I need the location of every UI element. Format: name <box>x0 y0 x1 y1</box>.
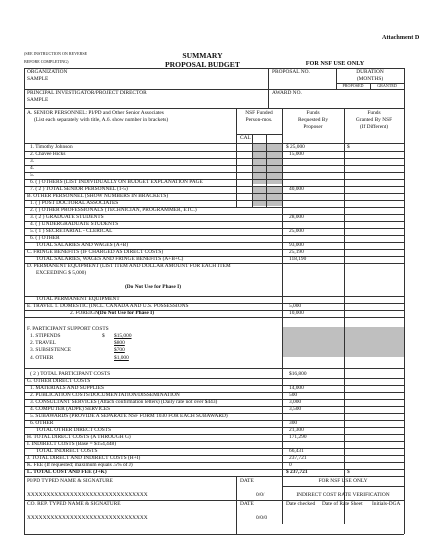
total-direct-indirect-label: J. TOTAL DIRECT AND INDIRECT COSTS (H+I) <box>27 455 141 461</box>
secretarial-row-value: 25,000 <box>289 228 304 234</box>
other-direct-other-label: 6. OTHER <box>30 420 54 426</box>
pi-label: PRINCIPAL INVESTIGATOR/PROJECT DIRECTOR <box>27 90 147 96</box>
total-other-direct-label: TOTAL OTHER DIRECT COSTS <box>36 427 112 433</box>
form-title-proposal-budget: PROPOSAL BUDGET <box>165 60 240 69</box>
total-indirect-costs-label: TOTAL INDIRECT COSTS <box>36 448 98 454</box>
total-salaries-fringe-row-value: 118,190 <box>289 256 307 262</box>
participant-header: F. PARTICIPANT SUPPORT COSTS <box>27 326 109 332</box>
subawards-label: 5. SUBAWARDS (PROVIDE A SEPARATE NSF FORM 1030 FOR EACH SUBAWARD) <box>30 413 228 419</box>
materials-value: 14,000 <box>289 385 304 391</box>
for-nsf-use-only-header: FOR NSF USE ONLY <box>305 60 365 67</box>
indirect-rate-verification: INDIRECT COST RATE VERIFICATION <box>296 492 390 498</box>
award-no-label: AWARD NO. <box>272 90 302 96</box>
graduate-students-row-label: 3. ( 2 ) GRADUATE STUDENTS <box>30 214 104 220</box>
total-cost-fee-value: $ 237,721 <box>286 469 308 475</box>
senior-personnel-subheader: (List each separately with title, A.6. show number in brackets) <box>34 117 169 123</box>
co-rep-date-value[interactable]: 0/0/0 <box>256 515 268 521</box>
proposal-no-label: PROPOSAL NO. <box>272 69 310 75</box>
senior-row-3-label: 3. <box>30 158 35 164</box>
participant-subsistence-label: 3. SUBSISTENCE <box>30 347 72 353</box>
other-personnel-header: B. OTHER PERSONNEL (SHOW NUMBERS IN BRACKETS) <box>27 193 169 199</box>
date-checked-label: Date checked <box>286 501 316 507</box>
travel-foreign-value: 10,000 <box>289 310 304 316</box>
senior-row-1-requested: $ 25,000 <box>286 144 305 150</box>
undergraduate-students-row-label: 4. ( ) UNDERGRADUATE STUDENTS <box>30 221 119 227</box>
senior-row-1-label: 1. Timothy Johnson <box>30 144 73 150</box>
participant-other-value: $1,000 <box>114 355 129 361</box>
funds-requested-header-2: Requested By <box>297 117 329 123</box>
co-rep-date-label: DATE <box>240 501 254 507</box>
other-direct-header: G. OTHER DIRECT COSTS <box>27 378 91 384</box>
funds-granted-header-3: (If Different) <box>359 124 389 130</box>
equipment-label-2: EXCEEDING $ 5,000) <box>36 270 87 276</box>
total-salaries-row-value: 93,000 <box>289 242 304 248</box>
travel-foreign-note: (Do Not Use for Phase I) <box>98 310 155 316</box>
participant-subsistence-value: $700 <box>114 347 125 353</box>
consultant-label: 3. CONSULTANT SERVICES (Attach confirmation letters) (Daily rate not over $443) <box>30 399 218 405</box>
publication-label: 2. PUBLICATION COSTS/DOCUMENTATION/DISSEMINATION <box>30 392 180 398</box>
nsf-funded-header: NSF Funded <box>245 110 273 116</box>
total-indirect-costs-value: 66,431 <box>289 448 304 454</box>
funds-requested-header-1: Funds <box>306 110 320 116</box>
co-rep-label: CO. REP. TYPED NAME & SIGNATURE <box>27 501 121 507</box>
other-direct-other-value: 300 <box>289 420 298 426</box>
co-rep-name-value[interactable]: XXXXXXXXXXXXXXXXXXXXXXXXXXXXXXX <box>27 515 148 521</box>
cal-column-label: CAL <box>240 135 251 141</box>
travel-domestic-value: 5,000 <box>289 303 302 309</box>
participant-travel-label: 2. TRAVEL <box>30 340 56 346</box>
participant-other-label: 4. OTHER <box>30 355 54 361</box>
date-of-rate-sheet-label: Date of Rate Sheet <box>322 501 363 507</box>
total-other-direct-value: 21,300 <box>289 427 304 433</box>
fee-value: 0 <box>289 462 292 468</box>
total-direct-indirect-value: 237,721 <box>289 455 307 461</box>
travel-foreign-label: 2. FOREIGN <box>70 310 99 316</box>
granted-label: GRANTED <box>377 83 397 88</box>
person-months-header: Person-mos. <box>245 117 273 123</box>
total-salaries-fringe-row-label: TOTAL SALARIES, WAGES AND FRINGE BENEFITS (A+B+C) <box>36 256 184 262</box>
pi-value: SAMPLE <box>27 97 49 103</box>
signature-nsf-use-only: FOR NSF USE ONLY <box>318 478 368 484</box>
travel-domestic-label: E. TRAVEL 1. DOMESTIC (INCL. CANADA AND U.S. POSSESSIONS <box>27 303 189 309</box>
equipment-not-phase1: (Do Not Use for Phase I) <box>124 284 182 290</box>
participant-stipends-value: $15,000 <box>114 333 132 339</box>
proposed-label: PROPOSED <box>342 83 364 88</box>
participant-stipends-label: 1. STIPENDS <box>30 333 61 339</box>
attachment-label: Attachment D <box>382 34 420 41</box>
pi-name-value[interactable]: XXXXXXXXXXXXXXXXXXXXXXXXXXXXXXX <box>27 492 148 498</box>
fringe-benefits-row-label: C. FRINGE BENEFITS (IF CHARGED AS DIRECT COSTS) <box>27 249 164 255</box>
participant-stipends-prefix: $ <box>102 333 105 339</box>
materials-label: 1. MATERIALS AND SUPPLIES <box>30 385 104 391</box>
senior-row-2-requested: 15,000 <box>289 151 304 157</box>
computer-services-value: 3,500 <box>289 406 302 412</box>
indirect-costs-label: I. INDIRECT COSTS (Base = $154,448) <box>27 441 117 447</box>
total-cost-fee-label: L. TOTAL COST AND FEE (J+K) <box>27 469 107 475</box>
senior-row-1-granted: $ <box>347 144 350 150</box>
participant-total-value: $16,800 <box>289 371 307 377</box>
organization-label: ORGANIZATION <box>27 69 68 75</box>
participant-total-label: ( 2 ) TOTAL PARTICIPANT COSTS <box>30 371 111 377</box>
graduate-students-row-value: 28,000 <box>289 214 304 220</box>
publication-value: 500 <box>289 392 298 398</box>
total-equipment-label: TOTAL PERMANENT EQUIPMENT <box>36 296 120 302</box>
senior-personnel-header: A. SENIOR PERSONNEL: PI/PD and Other Senior Associates <box>27 110 164 116</box>
computer-services-label: 4. COMPUTER (ADPE) SERVICES <box>30 406 111 412</box>
senior-row-4-label: 4. <box>30 165 35 171</box>
duration-label: DURATION <box>356 69 384 75</box>
before-completing-note: BEFORE COMPLETING) <box>24 59 69 64</box>
participant-travel-value: $800 <box>114 340 125 346</box>
pi-typed-name-label: PI/PD TYPED NAME & SIGNATURE <box>27 478 113 484</box>
senior-row-2-label: 2. Chavee Hicks <box>30 151 66 157</box>
fringe-benefits-row-value: 25,190 <box>289 249 304 255</box>
fee-label: K. FEE (If requested; maximum equals .5% of J) <box>27 462 133 468</box>
initials-dga-label: Initials-DGA <box>372 501 401 507</box>
total-direct-costs-value: 171,290 <box>289 434 307 440</box>
months-label: (MONTHS) <box>356 76 384 82</box>
total-salaries-row-label: TOTAL SALARIES AND WAGES (A+B) <box>36 242 129 248</box>
equipment-label-1: D. PERMANENT EQUIPMENT (LIST ITEM AND DOLLAR AMOUNT FOR EACH ITEM <box>27 263 231 269</box>
consultant-value: 3,000 <box>289 399 302 405</box>
senior-row-7-requested: 40,000 <box>289 186 304 192</box>
other-row-label: 6. ( ) OTHER <box>30 235 60 241</box>
form-title-summary: SUMMARY <box>182 51 223 60</box>
senior-row-6-label: 6. ( ) OTHERS (LIST INDIVIDUALLY ON BUDGET EXPLANATION PAGE <box>30 179 203 185</box>
pi-date-label: DATE <box>240 478 254 484</box>
other-professionals-row-label: 2. ( ) OTHER PROFESSIONALS (TECHNICIAN, PROGRAMMER, ETC.) <box>30 207 197 213</box>
organization-value: SAMPLE <box>27 76 49 82</box>
instructions-note: (SEE INSTRUCTION ON REVERSE <box>24 51 88 56</box>
funds-requested-header-3: Proposer <box>303 124 323 130</box>
senior-row-7-label: 7. ( 2 ) TOTAL SENIOR PERSONNEL (1-5) <box>30 186 128 192</box>
secretarial-row-label: 5. ( 1 ) SECRETARIAL - CLERICAL <box>30 228 113 234</box>
total-cost-fee-granted: $ <box>347 469 350 475</box>
senior-row-5-label: 5. <box>30 172 35 178</box>
funds-granted-header-2: Granted By NSF <box>355 117 393 123</box>
funds-granted-header-1: Funds <box>367 110 381 116</box>
total-direct-costs-label: H. TOTAL DIRECT COSTS (A THROUGH G) <box>27 434 131 440</box>
postdoc-row-label: 1. ( ) POST DOCTORAL ASSOCIATES <box>30 200 119 206</box>
pi-date-value[interactable]: 0/0/ <box>256 492 265 498</box>
